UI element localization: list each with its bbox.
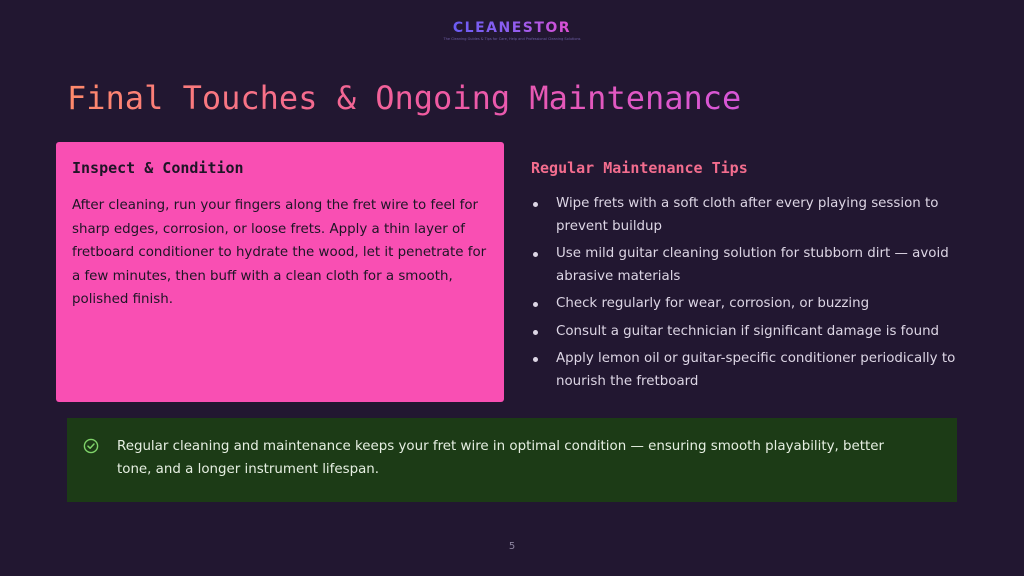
tips-list <box>531 193 971 393</box>
bullet-icon <box>533 302 538 307</box>
inspect-card-heading: Inspect & Condition <box>72 159 244 177</box>
tips-heading: Regular Maintenance Tips <box>531 159 748 177</box>
page-title: Final Touches & Ongoing Maintenance <box>67 79 742 117</box>
bullet-icon <box>533 202 538 207</box>
brand-logo <box>0 17 1024 42</box>
page-number: 5 <box>508 541 516 552</box>
logo-tagline: The Cleaning Guides & Tips for Care, Help and Professional Cleaning Solutions <box>443 37 581 41</box>
bullet-icon <box>533 252 538 257</box>
inspect-card-body: After cleaning, run your fingers along the fret wire to feel for sharp edges, corrosion, or loose frets. Apply a thin layer of fretboard conditioner to hydrate the wood, let it penetrate for a few minutes, then buff with a clean cloth for a smooth, polished finish. <box>72 198 487 307</box>
tip-item <box>531 348 971 393</box>
tip-text: Consult a guitar technician if significant damage is found <box>556 323 940 339</box>
tip-text: Use mild guitar cleaning solution for stubborn dirt — avoid abrasive materials <box>556 246 949 284</box>
tip-item <box>531 293 971 316</box>
tip-text: Wipe frets with a soft cloth after every playing session to prevent buildup <box>556 196 939 234</box>
bullet-icon <box>533 357 538 362</box>
tip-item <box>531 321 971 344</box>
check-circle-icon <box>83 438 99 454</box>
inspect-condition-card <box>56 142 504 402</box>
tip-text: Apply lemon oil or guitar-specific conditioner periodically to nourish the fretboard <box>556 351 956 389</box>
maintenance-tips <box>531 158 971 398</box>
tip-item <box>531 243 971 288</box>
tip-item <box>531 193 971 238</box>
callout-text: Regular cleaning and maintenance keeps your fret wire in optimal condition — ensuring smooth playability, better tone, and a longer instrument lifespan. <box>117 439 885 477</box>
bullet-icon <box>533 330 538 335</box>
logo-text: CLEANESTOR <box>452 20 572 36</box>
summary-callout <box>67 418 957 502</box>
tip-text: Check regularly for wear, corrosion, or buzzing <box>556 296 870 311</box>
